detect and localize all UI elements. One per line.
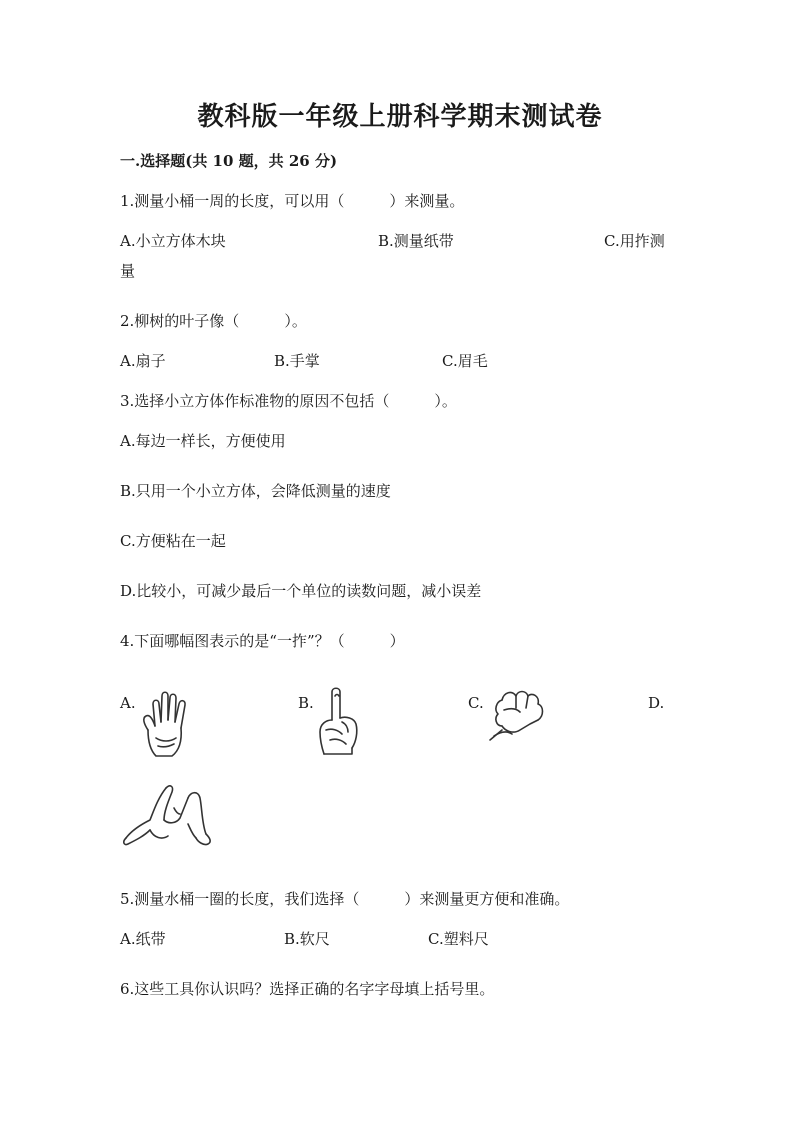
question-5-option-b: B.软尺 xyxy=(284,930,330,948)
question-3-option-d: D.比较小，可减少最后一个单位的读数问题，减小误差 xyxy=(120,582,482,600)
question-3-stem: 3.选择小立方体作标准物的原因不包括（ ）。 xyxy=(120,392,457,410)
question-4-stem: 4.下面哪幅图表示的是“一拃”？（ ） xyxy=(120,632,405,650)
question-1-option-a: A.小立方体木块 xyxy=(120,232,226,250)
question-1-option-b: B.测量纸带 xyxy=(378,232,454,250)
question-2-option-a: A.扇子 xyxy=(120,352,166,370)
question-5-option-c: C.塑料尺 xyxy=(428,930,489,948)
question-1-option-c: C.用拃测 xyxy=(604,232,665,250)
question-4-option-a: A. xyxy=(120,694,136,712)
question-2-stem: 2.柳树的叶子像（ ）。 xyxy=(120,312,307,330)
question-3-option-a: A.每边一样长，方便使用 xyxy=(120,432,286,450)
question-4-option-b: B. xyxy=(298,694,314,712)
index-finger-up-hand-icon xyxy=(312,686,364,766)
question-1-option-c-wrap: 量 xyxy=(120,262,136,280)
question-5-option-a: A.纸带 xyxy=(120,930,166,948)
question-6-stem: 6.这些工具你认识吗？选择正确的名字字母填上括号里。 xyxy=(120,980,495,998)
open-palm-hand-icon xyxy=(138,690,202,764)
question-4-option-c: C. xyxy=(468,694,484,712)
question-3-option-c: C.方便粘在一起 xyxy=(120,532,226,550)
question-5-stem: 5.测量水桶一圈的长度，我们选择（ ）来测量更方便和准确。 xyxy=(120,890,570,908)
span-measure-hand-icon xyxy=(118,780,216,850)
section-heading: 一.选择题(共 10 题，共 26 分) xyxy=(120,152,338,170)
question-4-option-d: D. xyxy=(648,694,665,712)
question-2-option-c: C.眉毛 xyxy=(442,352,488,370)
question-2-option-b: B.手掌 xyxy=(274,352,320,370)
question-3-option-b: B.只用一个小立方体，会降低测量的速度 xyxy=(120,482,391,500)
page-title: 教科版一年级上册科学期末测试卷 xyxy=(197,102,603,132)
question-1-stem: 1.测量小桶一周的长度，可以用（ ）来测量。 xyxy=(120,192,465,210)
fist-hand-icon xyxy=(486,686,548,748)
